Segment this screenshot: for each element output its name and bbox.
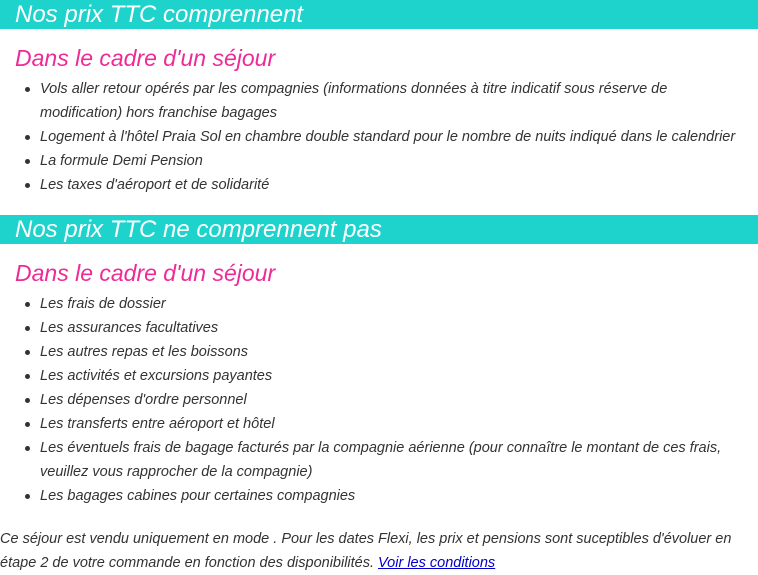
list-item: Les transferts entre aéroport et hôtel (40, 412, 746, 436)
list-item: Les éventuels frais de bagage facturés par la compagnie aérienne (pour connaître le montant de ces frais, veuillez vous rapprocher de la compagnie) (40, 436, 746, 484)
excluded-section (0, 215, 758, 508)
list-item: Les autres repas et les boissons (40, 340, 746, 364)
list-item: Les dépenses d'ordre personnel (40, 388, 746, 412)
list-item: Vols aller retour opérés par les compagnies (informations données à titre indicatif sous réserve de modification) hors franchise bagages (40, 77, 746, 125)
excluded-list (0, 292, 746, 508)
list-item: Les bagages cabines pour certaines compagnies (40, 484, 746, 508)
included-list (0, 77, 746, 197)
footnote-text: Ce séjour est vendu uniquement en mode . Pour les dates Flexi, les prix et pensions sont suceptibles d'évoluer en étape 2 de votre commande en fonction des disponibilités. (0, 531, 732, 571)
list-item: Les assurances facultatives (40, 316, 746, 340)
included-section (0, 0, 758, 197)
conditions-footnote (0, 527, 752, 575)
excluded-heading: Nos prix TTC ne comprennent pas (0, 215, 758, 244)
list-item: La formule Demi Pension (40, 149, 746, 173)
list-item: Logement à l'hôtel Praia Sol en chambre double standard pour le nombre de nuits indiqué dans le calendrier (40, 125, 746, 149)
excluded-subheading: Dans le cadre d'un séjour (15, 260, 276, 286)
included-subheading: Dans le cadre d'un séjour (15, 45, 276, 71)
included-heading: Nos prix TTC comprennent (0, 0, 758, 29)
list-item: Les frais de dossier (40, 292, 746, 316)
list-item: Les taxes d'aéroport et de solidarité (40, 173, 746, 197)
conditions-link[interactable]: Voir les conditions (378, 555, 496, 571)
list-item: Les activités et excursions payantes (40, 364, 746, 388)
